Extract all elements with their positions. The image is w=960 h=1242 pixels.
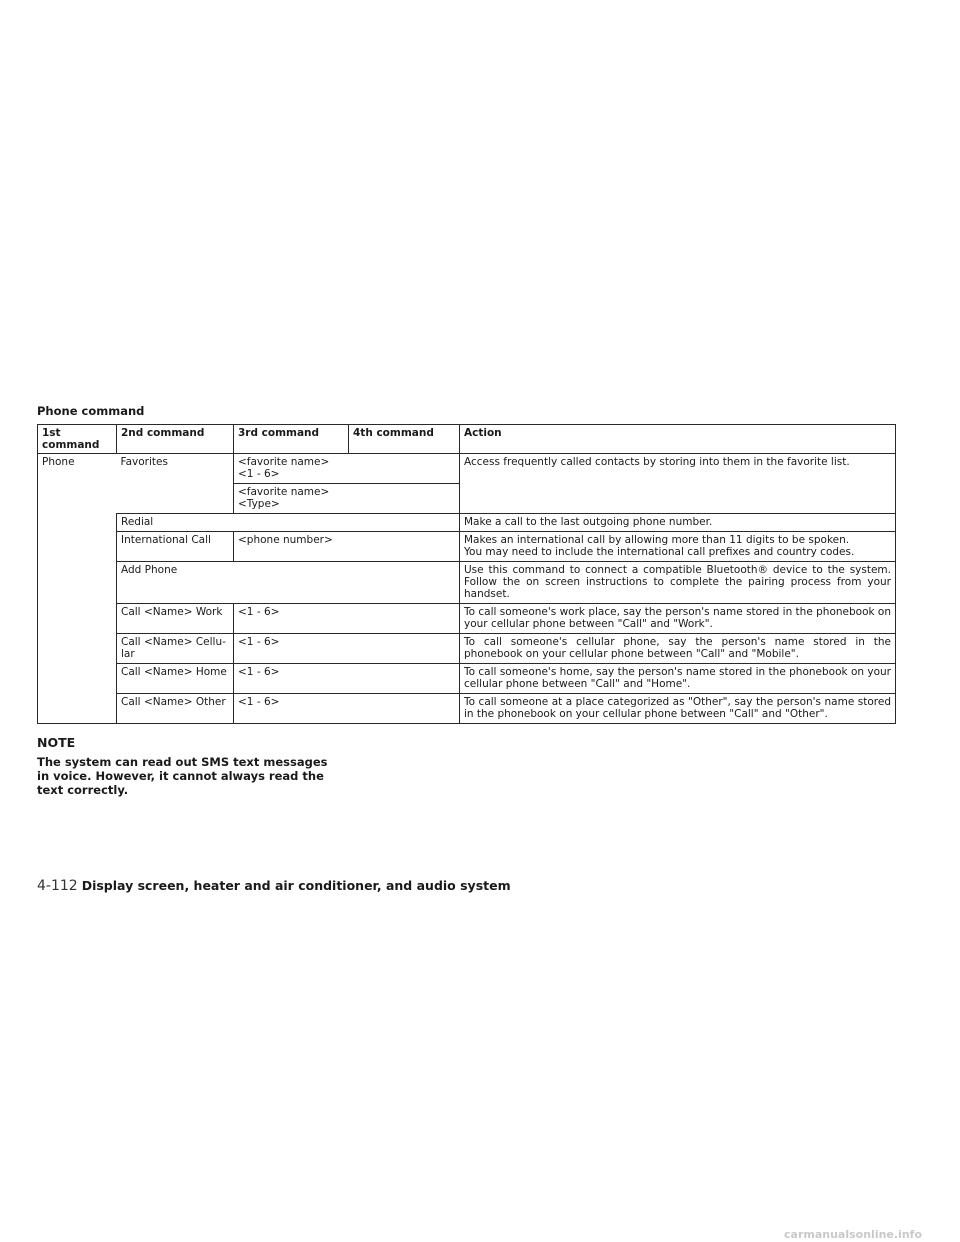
- third-command-cell: <1 - 6>: [234, 634, 460, 664]
- second-command-cell: Call <Name> Other: [117, 694, 234, 724]
- second-command-cell: Call <Name> Home: [117, 664, 234, 694]
- page-number: 4-112: [37, 878, 78, 894]
- table-row: [38, 562, 896, 604]
- phone-command-table: [37, 424, 896, 724]
- action-cell: To call someone's work place, say the person's name stored in the phonebook on your cellular phone between "Call" and "Work".: [460, 604, 896, 634]
- action-cell: To call someone at a place categorized as "Other", say the person's name stored in the phonebook on your cellular phone between "Call" and "Other".: [460, 694, 896, 724]
- action-cell: Access frequently called contacts by storing into them in the favorite list.: [460, 454, 896, 514]
- header-2nd-command: 2nd command: [117, 425, 234, 454]
- table-row: [38, 664, 896, 694]
- table-header-row: [38, 425, 896, 454]
- note-text: The system can read out SMS text messages in voice. However, it cannot always read the text correctly.: [37, 755, 328, 797]
- watermark: carmanualsonline.info: [784, 1228, 922, 1241]
- second-command-cell: Favorites: [117, 454, 234, 514]
- page-footer: [37, 878, 511, 894]
- second-command-cell: Call <Name> Cellu- lar: [117, 634, 234, 664]
- header-4th-command: 4th command: [349, 425, 460, 454]
- action-cell: To call someone's cellular phone, say the person's name stored in the phonebook on your cellular phone between "Call" and "Mobile".: [460, 634, 896, 664]
- third-command-cell: <phone number>: [234, 532, 460, 562]
- table-row: [38, 532, 896, 562]
- table-row: [38, 514, 896, 532]
- action-cell: Make a call to the last outgoing phone number.: [460, 514, 896, 532]
- section-title: Phone command: [37, 404, 145, 418]
- table-row: [38, 604, 896, 634]
- action-cell: To call someone's home, say the person's name stored in the phonebook on your cellular phone between "Call" and "Home".: [460, 664, 896, 694]
- first-command-cell: Phone: [38, 454, 117, 724]
- action-cell: Makes an international call by allowing more than 11 digits to be spoken. You may need to include the international call prefixes and country codes.: [460, 532, 896, 562]
- second-command-cell: Redial: [117, 514, 460, 532]
- third-command-cell: <favorite name> <Type>: [234, 484, 460, 514]
- third-command-cell: <favorite name> <1 - 6>: [234, 454, 460, 484]
- note-title: NOTE: [37, 735, 76, 750]
- third-command-cell: <1 - 6>: [234, 604, 460, 634]
- header-action: Action: [460, 425, 896, 454]
- header-1st-command: 1st command: [38, 425, 117, 454]
- second-command-cell: International Call: [117, 532, 234, 562]
- footer-section-title: Display screen, heater and air conditioner, and audio system: [81, 878, 511, 893]
- table-row: [38, 634, 896, 664]
- second-command-cell: Add Phone: [117, 562, 460, 604]
- table-row: [38, 454, 896, 484]
- second-command-cell: Call <Name> Work: [117, 604, 234, 634]
- third-command-cell: <1 - 6>: [234, 664, 460, 694]
- third-command-cell: <1 - 6>: [234, 694, 460, 724]
- header-3rd-command: 3rd command: [234, 425, 349, 454]
- table-row: [38, 694, 896, 724]
- action-cell: Use this command to connect a compatible Bluetooth® device to the system. Follow the on screen instructions to complete the pairing process from your handset.: [460, 562, 896, 604]
